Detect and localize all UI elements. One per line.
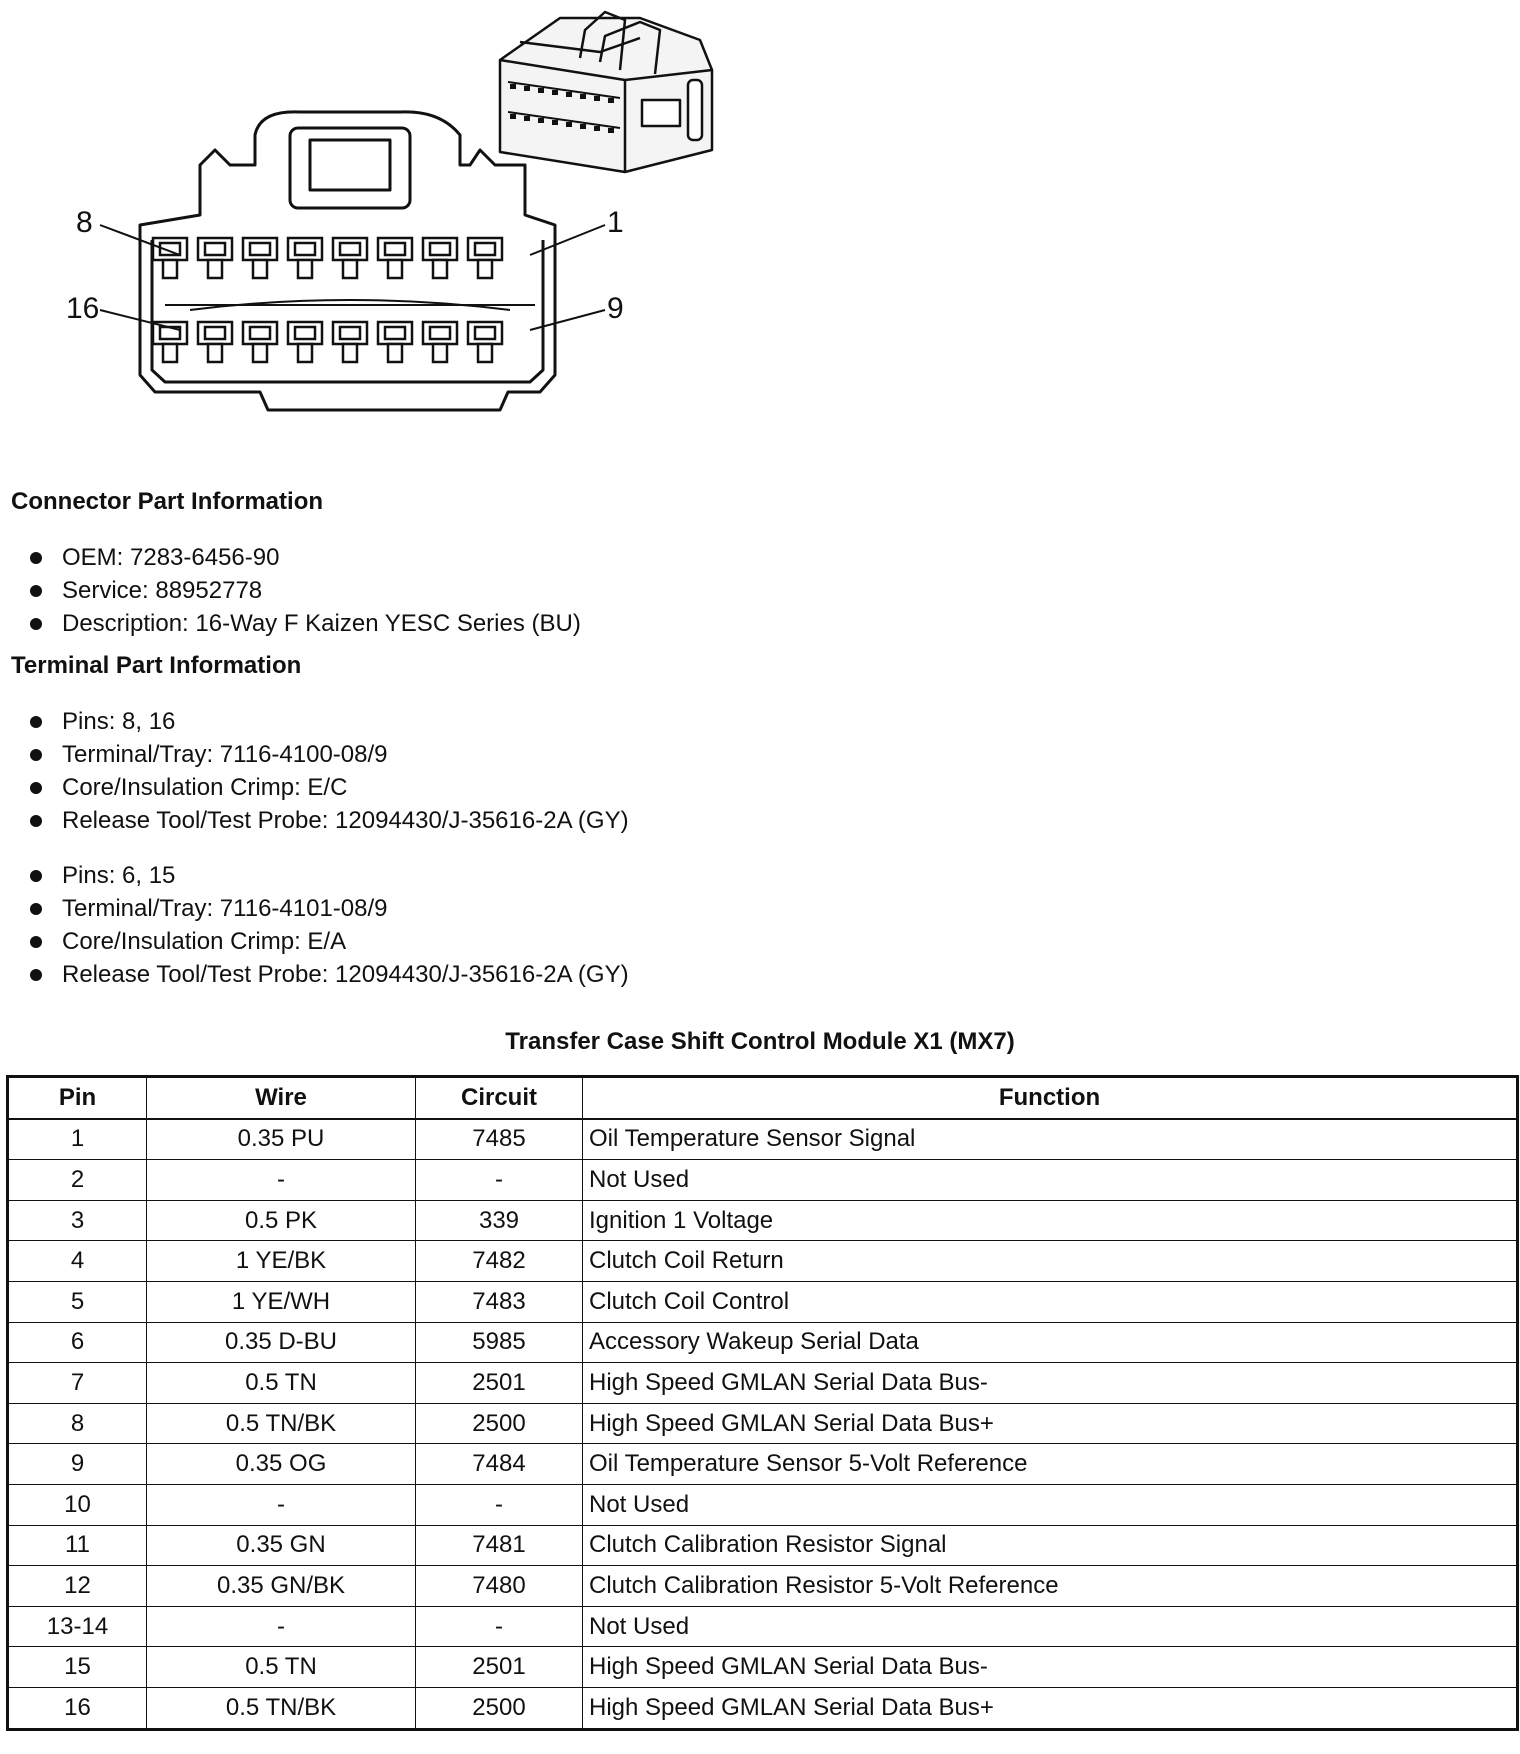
cell-pin: 5 [8, 1281, 147, 1322]
column-header-wire: Wire [147, 1077, 416, 1119]
table-row [8, 1484, 1518, 1525]
cell-circuit: 2500 [416, 1687, 583, 1729]
cell-function: Ignition 1 Voltage [583, 1200, 1518, 1241]
cell-pin: 7 [8, 1363, 147, 1404]
list-item: Pins: 6, 15 [30, 859, 629, 892]
pin-cavity-inner [385, 243, 405, 255]
pin-cavity-inner [475, 243, 495, 255]
table-row [8, 1647, 1518, 1688]
list-item: Release Tool/Test Probe: 12094430/J-35616-2A (GY) [30, 958, 629, 991]
table-row [8, 1281, 1518, 1322]
cell-pin: 8 [8, 1403, 147, 1444]
cell-circuit: 2500 [416, 1403, 583, 1444]
cell-pin: 1 [8, 1119, 147, 1160]
table-row [8, 1525, 1518, 1566]
pinout-table [6, 1075, 1519, 1731]
cell-function: High Speed GMLAN Serial Data Bus+ [583, 1403, 1518, 1444]
pin-terminal [388, 344, 402, 362]
list-item: Terminal/Tray: 7116-4100-08/9 [30, 738, 629, 771]
cell-pin: 15 [8, 1647, 147, 1688]
bullet-icon [30, 618, 42, 630]
cell-circuit: 2501 [416, 1647, 583, 1688]
pin-cavity-inner [295, 327, 315, 339]
cell-function: Not Used [583, 1484, 1518, 1525]
cell-wire: 0.5 PK [147, 1200, 416, 1241]
pin-label-8: 8 [76, 206, 93, 239]
pin-terminal [343, 260, 357, 278]
pin-terminal [298, 344, 312, 362]
table-row [8, 1687, 1518, 1729]
cell-circuit: 7480 [416, 1566, 583, 1607]
cell-function: High Speed GMLAN Serial Data Bus+ [583, 1687, 1518, 1729]
pin-terminal [163, 260, 177, 278]
terminal-info-heading: Terminal Part Information [11, 652, 302, 679]
cell-wire: 0.35 GN/BK [147, 1566, 416, 1607]
cell-circuit: 7483 [416, 1281, 583, 1322]
pin-terminal [433, 344, 447, 362]
cell-wire: - [147, 1484, 416, 1525]
connector-info-list [30, 541, 581, 640]
cell-function: High Speed GMLAN Serial Data Bus- [583, 1647, 1518, 1688]
pin-cavity-inner [385, 327, 405, 339]
pin-cavity-inner [295, 243, 315, 255]
pin-cavity-inner [205, 327, 225, 339]
cell-wire: 0.35 GN [147, 1525, 416, 1566]
cell-function: Accessory Wakeup Serial Data [583, 1322, 1518, 1363]
cell-pin: 10 [8, 1484, 147, 1525]
cell-wire: 0.5 TN/BK [147, 1687, 416, 1729]
cell-wire: 1 YE/WH [147, 1281, 416, 1322]
bullet-icon [30, 969, 42, 981]
bullet-icon [30, 815, 42, 827]
cell-pin: 12 [8, 1566, 147, 1607]
cell-circuit: 7485 [416, 1119, 583, 1160]
cell-pin: 3 [8, 1200, 147, 1241]
pin-label-1: 1 [607, 206, 624, 239]
pin-cavity-inner [205, 243, 225, 255]
pin-cavity-inner [340, 243, 360, 255]
table-row [8, 1444, 1518, 1485]
table-row [8, 1241, 1518, 1282]
cell-function: Oil Temperature Sensor 5-Volt Reference [583, 1444, 1518, 1485]
cell-circuit: 5985 [416, 1322, 583, 1363]
bullet-icon [30, 870, 42, 882]
cell-function: Clutch Coil Return [583, 1241, 1518, 1282]
table-row [8, 1119, 1518, 1160]
bullet-icon [30, 716, 42, 728]
pin-terminal [163, 344, 177, 362]
cell-pin: 4 [8, 1241, 147, 1282]
connector-3d-view [500, 12, 712, 172]
list-item: OEM: 7283-6456-90 [30, 541, 581, 574]
column-header-pin: Pin [8, 1077, 147, 1119]
cell-pin: 2 [8, 1160, 147, 1201]
pin-cavity-inner [475, 327, 495, 339]
list-item: Core/Insulation Crimp: E/A [30, 925, 629, 958]
list-item: Terminal/Tray: 7116-4101-08/9 [30, 892, 629, 925]
cell-wire: 0.5 TN [147, 1363, 416, 1404]
cell-pin: 13-14 [8, 1606, 147, 1647]
pin-label-16: 16 [66, 292, 100, 325]
bullet-icon [30, 782, 42, 794]
connector-diagram [0, 0, 760, 430]
cell-circuit: - [416, 1484, 583, 1525]
table-row [8, 1322, 1518, 1363]
column-header-function: Function [583, 1077, 1518, 1119]
table-row [8, 1403, 1518, 1444]
table-row [8, 1160, 1518, 1201]
cell-function: Not Used [583, 1606, 1518, 1647]
pin-cavity-inner [340, 327, 360, 339]
cell-wire: 0.5 TN [147, 1647, 416, 1688]
list-item: Pins: 8, 16 [30, 705, 629, 738]
pin-terminal [208, 344, 222, 362]
cell-wire: 0.35 PU [147, 1119, 416, 1160]
bullet-icon [30, 585, 42, 597]
table-row [8, 1200, 1518, 1241]
cell-wire: - [147, 1606, 416, 1647]
cell-wire: 0.35 OG [147, 1444, 416, 1485]
bullet-icon [30, 903, 42, 915]
cell-function: Not Used [583, 1160, 1518, 1201]
pin-terminal [433, 260, 447, 278]
list-item: Service: 88952778 [30, 574, 581, 607]
cell-circuit: 2501 [416, 1363, 583, 1404]
cell-function: High Speed GMLAN Serial Data Bus- [583, 1363, 1518, 1404]
pin-terminal [478, 260, 492, 278]
pin-cavity-inner [250, 243, 270, 255]
pin-terminal [388, 260, 402, 278]
table-header-row [8, 1077, 1518, 1119]
cell-pin: 16 [8, 1687, 147, 1729]
pin-terminal [343, 344, 357, 362]
pin-cavity-inner [430, 327, 450, 339]
bullet-icon [30, 552, 42, 564]
pin-terminal [298, 260, 312, 278]
pin-cavity-inner [250, 327, 270, 339]
cell-circuit: - [416, 1606, 583, 1647]
table-row [8, 1566, 1518, 1607]
cell-wire: - [147, 1160, 416, 1201]
bullet-icon [30, 749, 42, 761]
table-row [8, 1363, 1518, 1404]
terminal-group-2 [30, 859, 629, 991]
cell-wire: 0.5 TN/BK [147, 1403, 416, 1444]
cell-function: Clutch Coil Control [583, 1281, 1518, 1322]
cell-pin: 6 [8, 1322, 147, 1363]
bullet-icon [30, 936, 42, 948]
pin-label-9: 9 [607, 292, 624, 325]
cell-wire: 1 YE/BK [147, 1241, 416, 1282]
cell-circuit: 7484 [416, 1444, 583, 1485]
cell-function: Oil Temperature Sensor Signal [583, 1119, 1518, 1160]
cell-pin: 9 [8, 1444, 147, 1485]
pin-terminal [253, 260, 267, 278]
pin-cavity-inner [430, 243, 450, 255]
terminal-group-1 [30, 705, 629, 837]
cell-function: Clutch Calibration Resistor 5-Volt Reference [583, 1566, 1518, 1607]
connector-info-heading: Connector Part Information [11, 488, 324, 515]
list-item: Release Tool/Test Probe: 12094430/J-35616-2A (GY) [30, 804, 629, 837]
table-body [8, 1119, 1518, 1729]
table-title: Transfer Case Shift Control Module X1 (MX7) [505, 1028, 1015, 1055]
column-header-circuit: Circuit [416, 1077, 583, 1119]
cell-wire: 0.35 D-BU [147, 1322, 416, 1363]
cell-circuit: - [416, 1160, 583, 1201]
cell-circuit: 7481 [416, 1525, 583, 1566]
cell-circuit: 339 [416, 1200, 583, 1241]
cell-pin: 11 [8, 1525, 147, 1566]
cell-circuit: 7482 [416, 1241, 583, 1282]
pin-terminal [208, 260, 222, 278]
pin-terminal [478, 344, 492, 362]
pin-terminal [253, 344, 267, 362]
table-row [8, 1606, 1518, 1647]
list-item: Core/Insulation Crimp: E/C [30, 771, 629, 804]
list-item: Description: 16-Way F Kaizen YESC Series (BU) [30, 607, 581, 640]
cell-function: Clutch Calibration Resistor Signal [583, 1525, 1518, 1566]
